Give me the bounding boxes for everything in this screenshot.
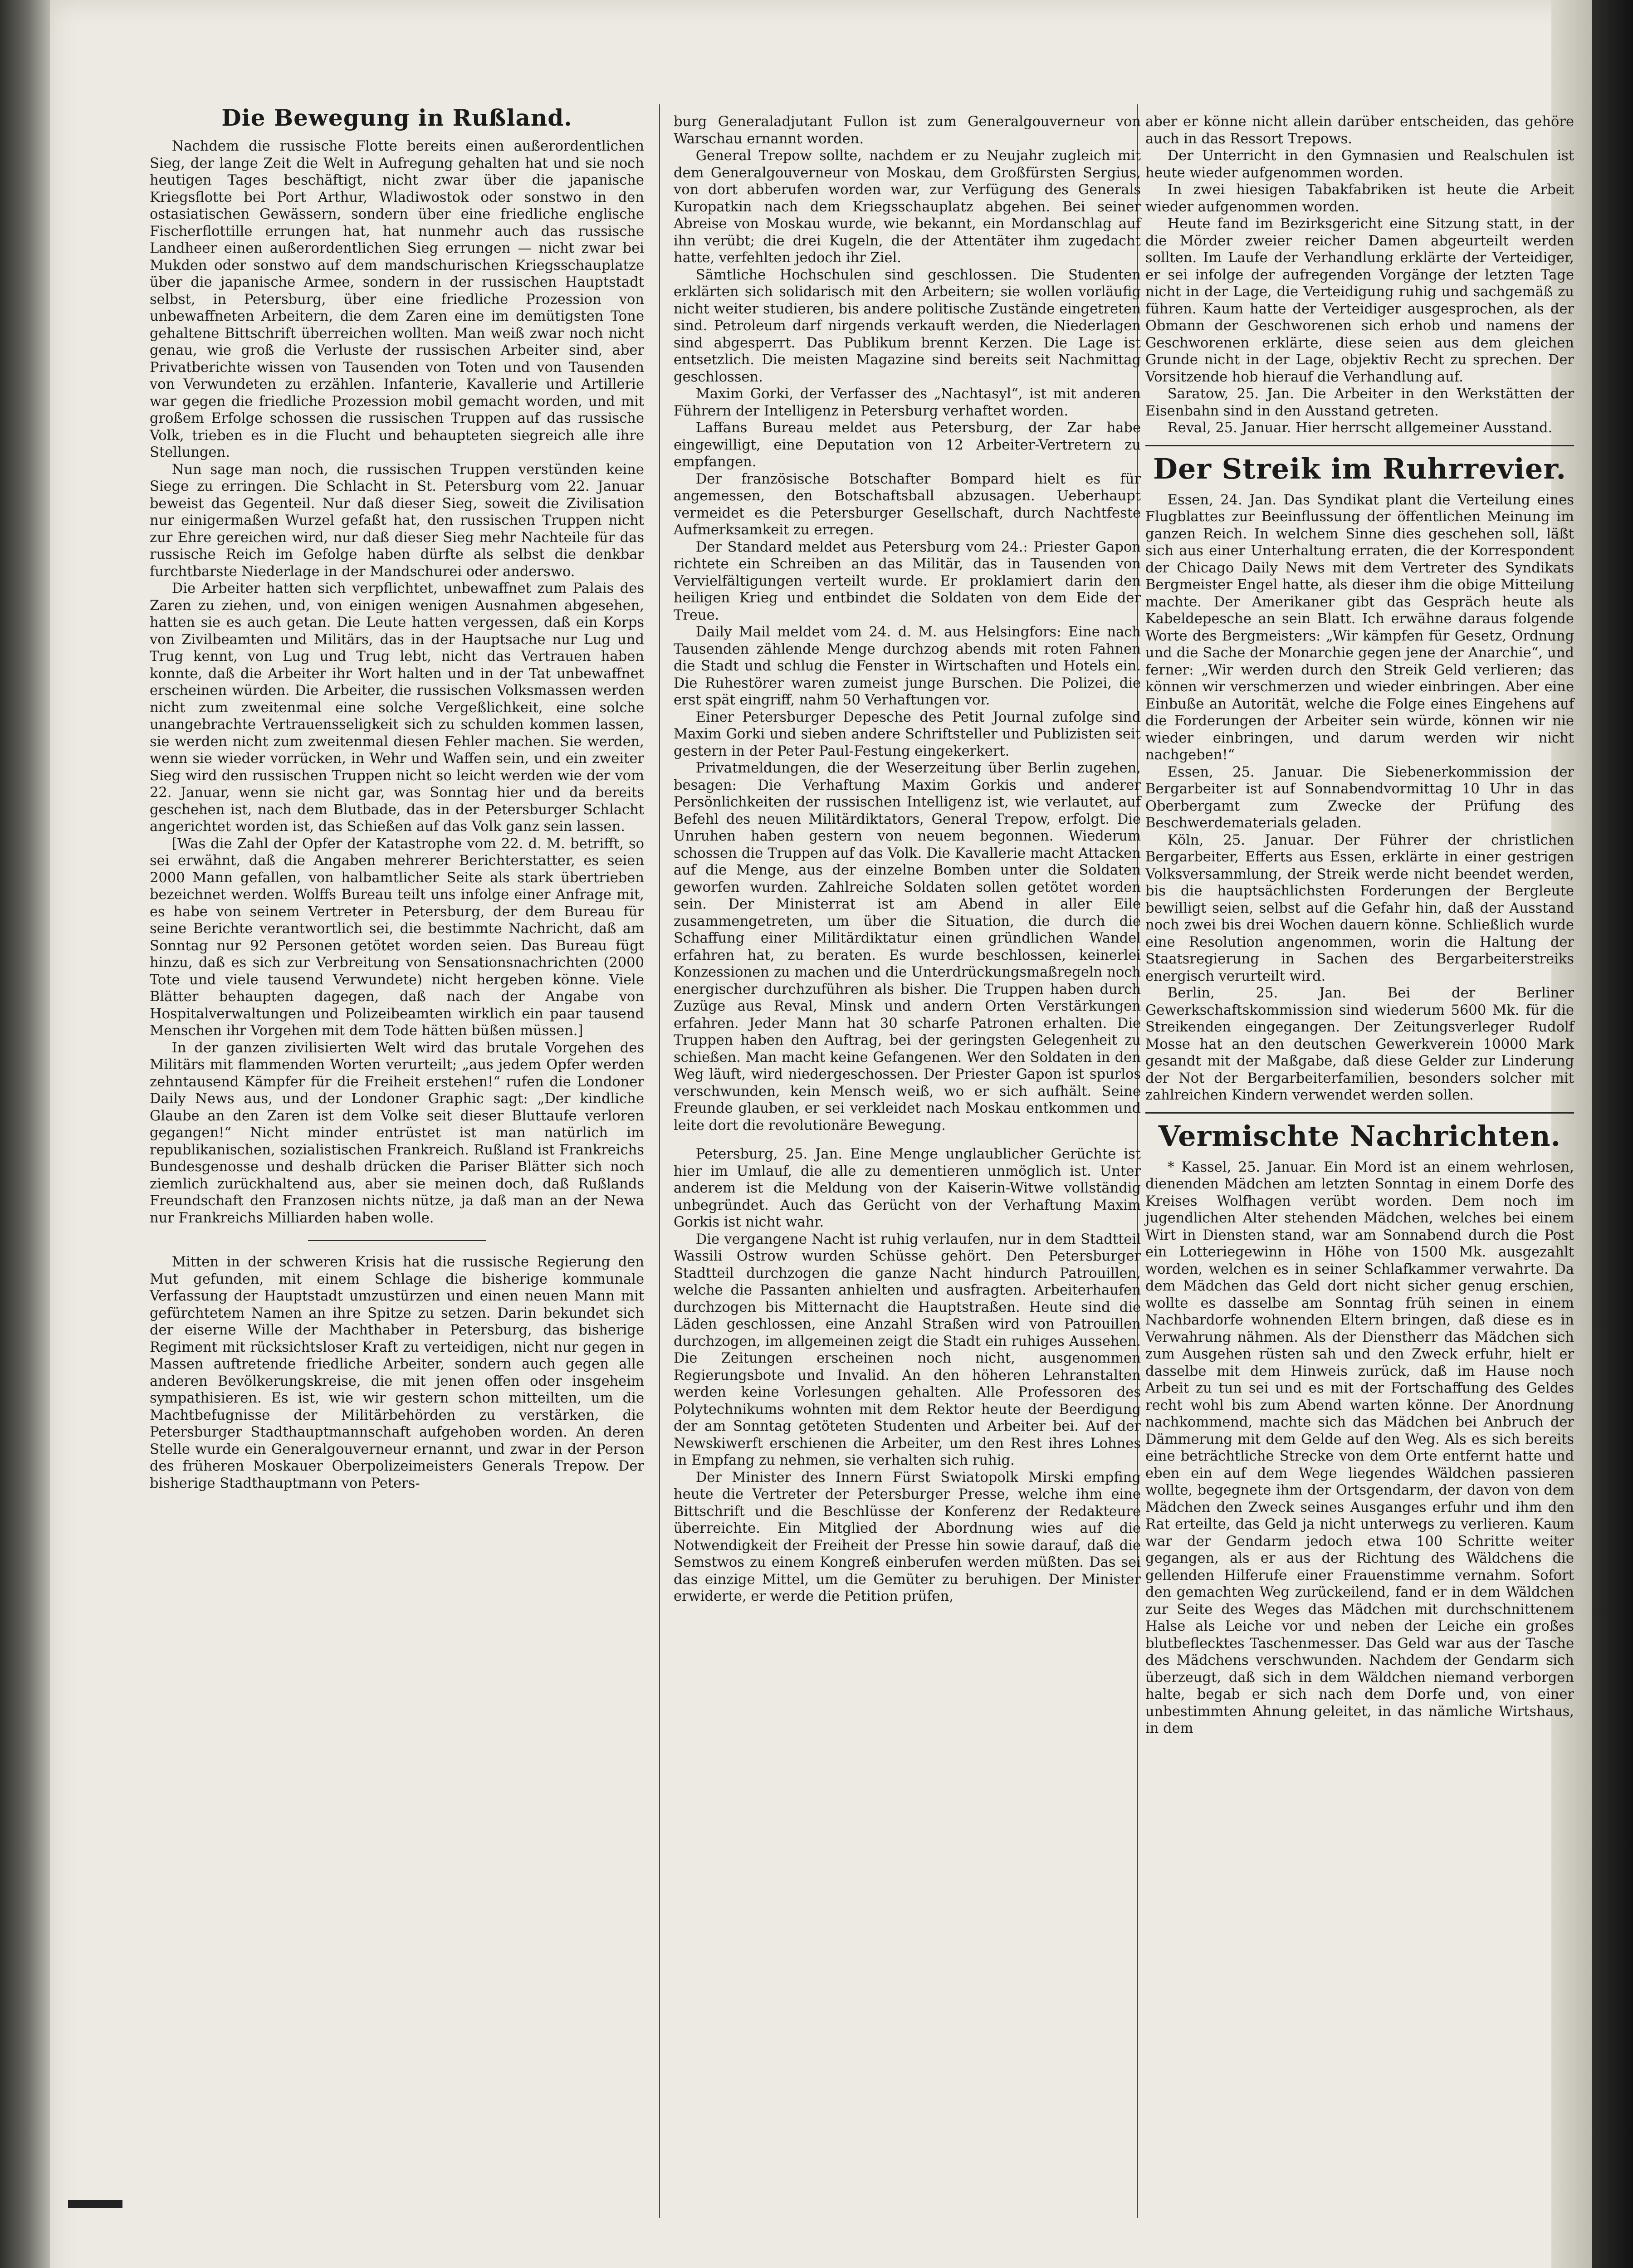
scan-border-right [1592, 0, 1633, 2268]
column-2 [674, 113, 1141, 1605]
section-headline-misc: Vermischte Nachrichten. [1145, 1112, 1574, 1153]
article-paragraph: Die Arbeiter hatten sich verpflichtet, unbewaffnet zum Palais des Zaren zu ziehen, und, von einigen wenigen Ausnahmen abgesehen, hatten sie es auch getan. Die Leute hatten vergessen, daß ein Korps von Zivilbeamten und Militärs, das in der Hauptsache nur Lug und Trug kennt, von Lug und Trug lebt, nicht das Vertrauen haben konnte, daß die Arbeiter ihr Wort halten und in der Tat unbewaffnet erscheinen würden. Die Arbeiter, die russischen Volksmassen werden nicht zum zweitenmal eine solche Vergeßlichkeit, eine solche unangebrachte Vertrauensseligkeit sich zu schulden kommen lassen, sie werden nicht zum zweitenmal diesen Fehler machen. Sie werden, wenn sie wieder vorrücken, in Wehr und Waffen sein, und ein zweiter Sieg wird den russischen Truppen nicht so leicht werden wie der vom 22. Januar, wenn sie nicht gar, was Sonntag hier und da bereits geschehen ist, nach dem Blutbade, das in der Petersburger Schlacht angerichtet worden ist, das Schießen auf das Volk ganz sein lassen. [150, 581, 644, 835]
article-paragraph: Privatmeldungen, die der Weserzeitung über Berlin zugehen, besagen: Die Verhaftung Maxim Gorkis und anderer Persönlichkeiten der russischen Intelligenz ist, wie verlautet, auf Befehl des neuen Militärdiktators, General Trepow, erfolgt. Die Unruhen haben gestern von neuem begonnen. Wiederum schossen die Truppen auf das Volk. Die Kavallerie macht Attacken auf die Menge, aus der einzelne Bomben unter die Soldaten geworfen wurden. Zahlreiche Soldaten sollen getötet worden sein. Der Ministerrat ist am Abend in aller Eile zusammengetreten, um über die Situation, die durch die Schaffung einer Militärdiktatur einen gründlichen Wandel erfahren hat, zu beraten. Es wurde beschlossen, keinerlei Konzessionen zu machen und die Unterdrückungsmaßregeln noch energischer durchzuführen als bisher. Die Truppen haben durch Zuzüge aus Reval, Minsk und andern Orten Verstärkungen erfahren. Jeder Mann hat 30 scharfe Patronen erhalten. Die Truppen haben den Auftrag, bei der geringsten Gelegenheit zu schießen. Man macht keine Gefangenen. Wer den Soldaten in den Weg läuft, wird niedergeschossen. Der Priester Gapon ist spurlos verschwunden, kein Mensch weiß, wo er sich aufhält. Seine Freunde glauben, er sei verkleidet nach Moskau entkommen und leite dort die revolutionäre Bewegung. [674, 760, 1141, 1134]
article-headline-russia: Die Bewegung in Rußland. [221, 104, 572, 131]
column-1 [150, 104, 644, 1492]
column-3 [1145, 113, 1574, 1737]
article-paragraph: Daily Mail meldet vom 24. d. M. aus Helsingfors: Eine nach Tausenden zählende Menge durchzog abends mit roten Fahnen die Stadt und schlug die Fenster in Wirtschaften und Hotels ein. Die Ruhestörer waren zumeist junge Burschen. Die Polizei, die erst spät eingriff, nahm 50 Verhaftungen vor. [674, 624, 1141, 708]
column-rule-1 [659, 104, 660, 2218]
article-paragraph: Nachdem die russische Flotte bereits einen außerordentlichen Sieg, der lange Zeit die Welt in Aufregung gehalten hat und sie noch heutigen Tages beschäftigt, nicht zwar über die japanische Kriegsflotte bei Port Arthur, Wladiwostok oder sonstwo in den ostasiatischen Gewässern, sondern über eine friedliche englische Fischerflottille errungen hat, hat nunmehr auch das russische Landheer einen außerordentlichen Sieg errungen — nicht zwar bei Mukden oder sonstwo auf dem mandschurischen Kriegsschauplatze über die japanische Armee, sondern in der russischen Hauptstadt selbst, in Petersburg, über eine friedliche Prozession von unbewaffneten Arbeitern, die dem Zaren eine im demütigsten Tone gehaltene Bittschrift überreichen wollten. Man weiß zwar noch nicht genau, wie groß die Verluste der russischen Arbeiter sind, aber Privatberichte wissen von Tausenden von Toten und von Tausenden von Verwundeten zu erzählen. Infanterie, Kavallerie und Artillerie war gegen die friedliche Prozession mobil gemacht worden, und mit großem Erfolge schossen die russischen Truppen auf das russische Volk, trieben es in die Flucht und behaupteten siegreich alle ihre Stellungen. [150, 138, 644, 460]
article-paragraph: Sämtliche Hochschulen sind geschlossen. Die Studenten erklärten sich solidarisch mit den Arbeitern; sie wollen vorläufig nicht weiter studieren, bis andere politische Zustände eingetreten sind. Petroleum darf nirgends verkauft werden, die Niederlagen sind abgesperrt. Das Publikum brennt Kerzen. Die Lage ist entsetzlich. Die meisten Magazine sind bereits seit Nachmittag geschlossen. [674, 267, 1141, 385]
article-paragraph: Berlin, 25. Jan. Bei der Berliner Gewerkschaftskommission sind wiederum 5600 Mk. für die Streikenden eingegangen. Der Zeitungsverleger Rudolf Mosse hat an den deutschen Gewerkverein 10000 Mark gesandt mit der Maßgabe, daß diese Gelder zur Linderung der Not der Bergarbeiterfamilien, besonders solcher mit zahlreichen Kindern verwendet werden sollen. [1145, 985, 1574, 1103]
archive-mark [68, 2200, 122, 2208]
article-paragraph: * Kassel, 25. Januar. Ein Mord ist an einem wehrlosen, dienenden Mädchen am letzten Sonntag in einem Dorfe des Kreises Wolfhagen verübt worden. Dem noch im jugendlichen Alter stehenden Mädchen, welches bei einem Wirt in Diensten stand, war am Sonnabend durch die Post ein Lotteriegewinn in Höhe von 1500 Mk. ausgezahlt worden, welchen es in seiner Schlafkammer verwahrte. Da dem Mädchen das Geld dort nicht sicher genug erschien, wollte es dasselbe am Sonntag früh seinen in einem Nachbardorfe wohnenden Eltern bringen, daß diese es in Verwahrung nähmen. Als der Dienstherr das Mädchen sich zum Ausgehen rüsten sah und den Zweck erfuhr, hielt er dasselbe mit dem Hinweis zurück, daß im Hause noch Arbeit zu tun sei und es mit der Fortschaffung des Geldes recht wohl bis zum Abend warten könne. Der Anordnung nachkommend, machte sich das Mädchen bei Anbruch der Dämmerung mit dem Gelde auf den Weg. Als es sich bereits eine beträchtliche Strecke von dem Orte entfernt hatte und eben ein auf dem Wege liegendes Wäldchen passieren wollte, begegnete ihm der Ortsgendarm, der davon von dem Mädchen den Zweck seines Ausganges erfuhr und ihm den Rat erteilte, das Geld ja nicht unterwegs zu verlieren. Kaum war der Gendarm jedoch etwa 100 Schritte weiter gegangen, als er aus der Richtung des Wäldchens die gellenden Hilferufe einer Frauenstimme vernahm. Sofort den gemachten Weg zurückeilend, fand er in dem Wäldchen zur Seite des Weges das Mädchen mit durchschnittenem Halse als Leiche vor und neben der Leiche ein großes blutbeflecktes Taschenmesser. Das Geld war aus der Tasche des Mädchens verschwunden. Nachdem der Gendarm sich überzeugt, daß sich in dem Wäldchen niemand verborgen halte, begab er sich nach dem Dorfe und, von einer unbestimmten Ahnung geleitet, in das nämliche Wirtshaus, in dem [1145, 1159, 1574, 1736]
article-paragraph: aber er könne nicht allein darüber entscheiden, das gehöre auch in das Ressort Trepows. [1145, 114, 1574, 147]
article-paragraph: Mitten in der schweren Krisis hat die russische Regierung den Mut gefunden, mit einem Schlage die bisherige kommunale Verfassung der Hauptstadt umzustürzen und einen neuen Mann mit gefürchtetem Namen an ihre Spitze zu setzen. Darin bekundet sich der eiserne Wille der Machthaber in Petersburg, das bisherige Regiment mit rücksichtsloser Kraft zu verteidigen, nicht nur gegen in Massen auftretende friedliche Arbeiter, sondern auch gegen alle anderen Bevölkerungskreise, die mit jenen offen oder insgeheim sympathisieren. Es ist, wie wir gestern schon mitteilten, um die Machtbefugnisse der Militärbehörden zu verstärken, die Petersburger Stadthauptmannschaft aufgehoben worden. An deren Stelle wurde ein Generalgouverneur ernannt, und zwar in der Person des früheren Moskauer Oberpolizeimeisters Generals Trepow. Der bisherige Stadthauptmann von Peters- [150, 1254, 644, 1491]
article-paragraph: Maxim Gorki, der Verfasser des „Nachtasyl“, ist mit anderen Führern der Intelligenz in Petersburg verhaftet worden. [674, 386, 1141, 419]
article-paragraph: Die vergangene Nacht ist ruhig verlaufen, nur in dem Stadtteil Wassili Ostrow wurden Schüsse gehört. Den Petersburger Stadtteil durchzogen die ganze Nacht hindurch Patrouillen, welche die Passanten anhielten und ausfragten. Arbeiterhaufen durchzogen bis Mitternacht die Hauptstraßen. Heute sind die Läden geschlossen, eine Anzahl Straßen wird von Patrouillen durchzogen, im allgemeinen zeigt die Stadt ein ruhiges Aussehen. Die Zeitungen erscheinen noch nicht, ausgenommen Regierungsbote und Invalid. An den höheren Lehranstalten werden keine Vorlesungen gehalten. Alle Professoren des Polytechnikums wohnten mit dem Rektor heute der Beerdigung der am Sonntag getöteten Studenten und Arbeiter bei. Auf der Newskiwerft erschienen die Arbeiter, um den Rest ihres Lohnes in Empfang zu nehmen, sie verhalten sich ruhig. [674, 1231, 1141, 1468]
article-paragraph: Köln, 25. Januar. Der Führer der christlichen Bergarbeiter, Efferts aus Essen, erklärte in einer gestrigen Volksversammlung, der Streik werde nicht beendet werden, bis die hauptsächlichsten Forderungen der Bergleute bewilligt seien, selbst auf die Gefahr hin, daß der Ausstand noch zwei bis drei Wochen dauern könne. Schließlich wurde eine Resolution angenommen, worin die Haltung der Staatsregierung in Sachen des Bergarbeiterstreiks energisch verurteilt wird. [1145, 832, 1574, 984]
article-paragraph: Reval, 25. Januar. Hier herrscht allgemeiner Ausstand. [1167, 420, 1553, 436]
article-paragraph: Nun sage man noch, die russischen Truppen verstünden keine Siege zu erringen. Die Schlacht in St. Petersburg vom 22. Januar beweist das Gegenteil. Nur daß dieser Sieg, soweit die Zivilisation nur einigermaßen Wurzel gefaßt hat, den russischen Truppen nicht zur Ehre gereichen wird, nur daß dieser Sieg mehr Nachteile für das russische Reich im Gefolge haben dürfte als selbst die denkbar furchtbarste Niederlage in der Mandschurei oder anderswo. [150, 461, 644, 580]
article-paragraph: Der Unterricht in den Gymnasien und Realschulen ist heute wieder aufgenommen worden. [1145, 148, 1574, 181]
scan-border-left [0, 0, 50, 2268]
article-paragraph: Einer Petersburger Depesche des Petit Journal zufolge sind Maxim Gorki und sieben andere Schriftsteller und Publizisten seit gestern in der Peter Paul-Festung eingekerkert. [674, 709, 1141, 759]
article-paragraph: Der Standard meldet aus Petersburg vom 24.: Priester Gapon richtete ein Schreiben an das Militär, das in Tausenden von Vervielfältigungen verteilt wurde. Er proklamiert darin den heiligen Krieg und entbindet die Soldaten von dem Eide der Treue. [674, 539, 1141, 623]
article-paragraph: Essen, 24. Jan. Das Syndikat plant die Verteilung eines Flugblattes zur Beeinflussung der öffentlichen Meinung im ganzen Reich. In welchem Sinne dies geschehen soll, läßt sich aus einer Unterhaltung erraten, die der Korrespondent der Chicago Daily News mit dem Vertreter des Syndikats Bergmeister Engel hatte, als dieser ihm die obige Mitteilung machte. Der Amerikaner gibt das Gespräch heute als Kabeldepesche an sein Blatt. Ich erwähne daraus folgende Worte des Bergmeisters: „Wir kämpfen für Gesetz, Ordnung und die Sache der Monarchie gegen jene der Anarchie“, und ferner: „Wir werden durch den Streik Geld verlieren; das können wir verschmerzen und wieder einbringen. Aber eine Einbuße an Autorität, welche die Folge eines Eingehens auf die Forderungen der Arbeiter sein würde, können wir nie wieder einbringen, und darum werden wir nicht nachgeben!“ [1145, 492, 1574, 763]
article-paragraph: Saratow, 25. Jan. Die Arbeiter in den Werkstätten der Eisenbahn sind in den Ausstand getreten. [1145, 386, 1574, 419]
article-paragraph: Petersburg, 25. Jan. Eine Menge unglaublicher Gerüchte ist hier im Umlauf, die alle zu dementieren unmöglich ist. Unter anderem ist die Meldung von der Kaiserin-Witwe vollständig unbegründet. Auch das Gerücht von der Verhaftung Maxim Gorkis ist nicht wahr. [674, 1146, 1141, 1230]
article-paragraph: In der ganzen zivilisierten Welt wird das brutale Vorgehen des Militärs mit flammenden Worten verurteilt; „aus jedem Opfer werden zehntausend Kämpfer für die Freiheit erstehen!“ rufen die Londoner Daily News aus, und der Londoner Graphic sagt: „Der kindliche Glaube an den Zaren ist dem Volke seit dieser Bluttaufe verloren gegangen!“ Nicht minder entrüstet ist man natürlich im republikanischen, sozialistischen Frankreich. Rußland ist Frankreichs Bundesgenosse und deshalb drücken die Pariser Blätter sich noch ziemlich zurückhaltend aus, aber sie meinen doch, daß Rußlands Freundschaft den Franzosen nichts nütze, ja daß man an der Newa nur Frankreichs Milliarden haben wolle. [150, 1040, 644, 1226]
article-paragraph: [Was die Zahl der Opfer der Katastrophe vom 22. d. M. betrifft, so sei erwähnt, daß die Angaben mehrerer Berichterstatter, es seien 2000 Mann gefallen, von halbamtlicher Seite als stark übertrieben bezeichnet werden. Wolffs Bureau teilt uns infolge einer Anfrage mit, es habe von seinem Vertreter in Petersburg, der dem Bureau für seine Berichte verantwortlich sei, die bestimmte Nachricht, daß am Sonntag nur 92 Personen getötet worden seien. Das Bureau fügt hinzu, daß es sich zur Verbreitung von Sensationsnachrichten (2000 Tote und viele tausend Verwundete) nicht hergeben könne. Viele Blätter behaupten dagegen, daß nach der Angabe von Hospitalverwaltungen und Polizeibeamten wirklich ein paar tausend Menschen ihr Vorgehen mit dem Tode hätten büßen müssen.] [150, 836, 644, 1039]
article-paragraph: Laffans Bureau meldet aus Petersburg, der Zar habe eingewilligt, eine Deputation von 12 Arbeiter-Vertretern zu empfangen. [674, 420, 1141, 470]
article-paragraph: burg Generaladjutant Fullon ist zum Generalgouverneur von Warschau ernannt worden. [674, 114, 1141, 147]
article-paragraph: General Trepow sollte, nachdem er zu Neujahr zugleich mit dem Generalgouverneur von Moskau, dem Großfürsten Sergius, von dort abberufen worden war, zur Verfügung des Generals Kuropatkin nach dem Kriegsschauplatz abgehen. Bei seiner Abreise von Moskau wurde, wie bekannt, ein Mordanschlag auf ihn verübt; die drei Kugeln, die der Attentäter ihm zugedacht hatte, verfehlten jedoch ihr Ziel. [674, 148, 1141, 266]
article-paragraph: Der französische Botschafter Bompard hielt es für angemessen, den Botschaftsball abzusagen. Ueberhaupt vermeidet es die Petersburger Gesellschaft, durch Nachtfeste Aufmerksamkeit zu erregen. [674, 471, 1141, 538]
article-paragraph: Der Minister des Innern Fürst Swiatopolk Mirski empfing heute die Vertreter der Petersburger Presse, welche ihm eine Bittschrift und die Beschlüsse der Konferenz der Redakteure überreichte. Ein Mitglied der Abordnung wies auf die Notwendigkeit der Freiheit der Presse hin sowie darauf, daß die Semstwos zu einem Kongreß einberufen werden müßten. Das sei das einzige Mittel, um die Gemüter zu beruhigen. Der Minister erwiderte, er werde die Petition prüfen, [674, 1469, 1141, 1604]
article-paragraph: Essen, 25. Januar. Die Siebenerkommission der Bergarbeiter ist auf Sonnabendvormittag 10 Uhr in das Oberbergamt zum Zwecke der Prüfung des Beschwerdematerials geladen. [1145, 764, 1574, 831]
article-paragraph: Heute fand im Bezirksgericht eine Sitzung statt, in der die Mörder zweier reicher Damen abgeurteilt werden sollten. Im Laufe der Verhandlung erklärte der Verteidiger, er sei infolge der aufregenden Vorgänge der letzten Tage nicht in der Lage, die Verteidigung ruhig und sachgemäß zu führen. Kaum hatte der Verteidiger ausgesprochen, als der Obmann der Geschworenen sich erhob und namens der Geschworenen erklärte, diese seien aus dem gleichen Grunde nicht in der Lage, objektiv Recht zu sprechen. Der Vorsitzende hob hierauf die Verhandlung auf. [1145, 216, 1574, 385]
article-paragraph: In zwei hiesigen Tabakfabriken ist heute die Arbeit wieder aufgenommen worden. [1145, 182, 1574, 215]
section-headline-ruhr: Der Streik im Ruhrrevier. [1145, 445, 1574, 485]
section-divider [308, 1240, 486, 1241]
